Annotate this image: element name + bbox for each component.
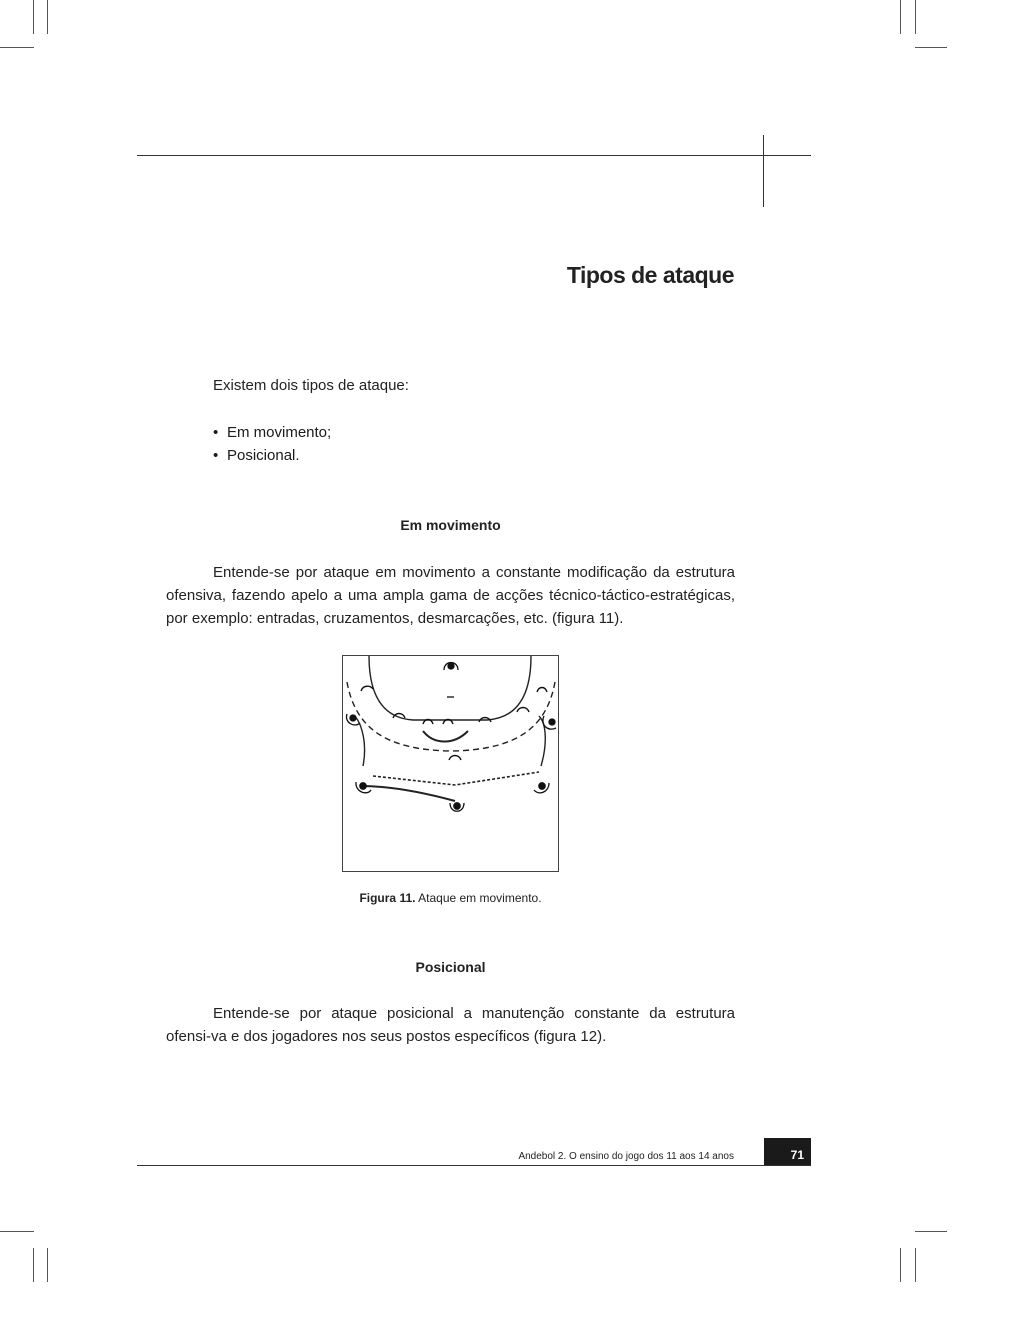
movement-path	[423, 731, 468, 742]
player	[356, 782, 371, 793]
footer-rule	[137, 1165, 811, 1166]
page-number: 71	[790, 1148, 804, 1162]
crop-mark	[900, 0, 901, 34]
caption-text: Ataque em movimento.	[415, 891, 542, 905]
page-title: Tipos de ataque	[566, 262, 734, 288]
defender	[449, 756, 461, 761]
defender	[423, 720, 433, 725]
section-heading-em-movimento: Em movimento	[400, 517, 501, 533]
crop-mark	[33, 0, 34, 34]
crop-mark	[915, 1231, 947, 1232]
defender	[361, 686, 373, 691]
movement-path	[361, 786, 455, 801]
crop-mark	[33, 1248, 34, 1282]
player	[534, 783, 549, 793]
bullet-text: Em movimento;	[227, 424, 332, 441]
caption-label: Figura 11.	[359, 891, 416, 905]
crop-mark	[0, 47, 34, 48]
defender	[517, 708, 529, 713]
paragraph-em-movimento: Entende-se por ataque em movimento a constante modificação da estrutura ofensiva, fazendo apelo a uma ampla gama de acções técnico-táctico-estratégicas, por exemplo: entradas, cruzamentos, desmarcações, etc. (figura 11).	[166, 564, 735, 627]
defender	[537, 688, 547, 693]
player	[450, 803, 464, 811]
bullet-item	[213, 421, 331, 444]
player	[543, 716, 556, 729]
section-heading-posicional: Posicional	[415, 959, 486, 975]
figure-caption	[166, 891, 735, 905]
header-vertical-rule	[763, 135, 764, 207]
movement-path	[539, 716, 545, 766]
intro-text: Existem dois tipos de ataque:	[213, 377, 409, 394]
paragraph-posicional: Entende-se por ataque posicional a manutenção constante da estrutura ofensi-va e dos jogadores nos seus postos específicos (figura 12).	[166, 1005, 735, 1045]
footer-book-title: Andebol 2. O ensino do jogo dos 11 aos 14 anos	[518, 1151, 734, 1162]
figure-11-diagram	[342, 655, 559, 872]
player	[444, 663, 458, 671]
bullet-list	[213, 421, 331, 467]
court-svg	[343, 656, 558, 871]
header-rule	[137, 155, 811, 156]
bullet-text: Posicional.	[227, 447, 300, 464]
crop-mark	[47, 1248, 48, 1282]
defender	[443, 720, 453, 725]
crop-mark	[0, 1231, 34, 1232]
crop-mark	[900, 1248, 901, 1282]
crop-mark	[915, 0, 916, 34]
bullet-item	[213, 444, 331, 467]
page-number-badge	[764, 1138, 811, 1165]
pass-line	[373, 772, 539, 785]
crop-mark	[915, 47, 947, 48]
crop-mark	[915, 1248, 916, 1282]
crop-mark	[47, 0, 48, 34]
